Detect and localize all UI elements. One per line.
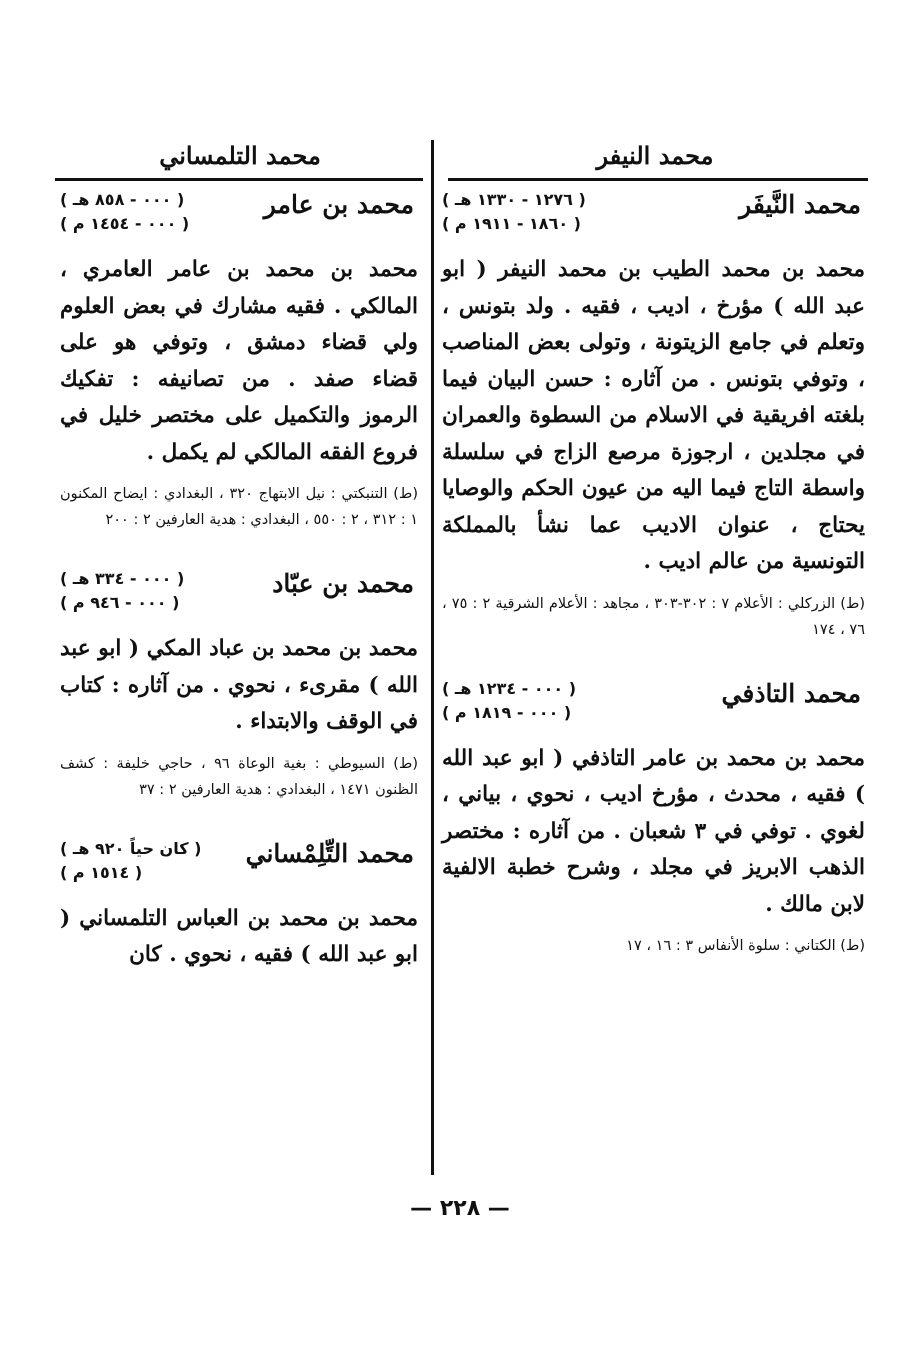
- entry-name: محمد بن عامر: [263, 190, 414, 219]
- header-rule-right: [448, 178, 868, 181]
- entry-dates: [60, 188, 189, 236]
- dates-hijri: ( ١٢٧٦ - ١٣٣٠ هـ ): [442, 190, 586, 209]
- entry-body: محمد بن محمد الطيب بن محمد النيفر ( ابو عبد الله ) مؤرخ ، اديب ، فقيه . ولد بتونس ، وتعلم في جامع الزيتونة ، وتولى بعض المناصب ، وتوفي بتونس . من آثاره : حسن البيان فيما بلغته افريقية في الاسلام من السطوة والعمران في مجلدين ، ارجوزة مرصع الزاج في سلسلة واسطة التاج فيما اليه من عيون الحكم والوصايا يحتاج ، عنوان الاديب عما نشأ بالمملكة التونسية من عالم اديب .: [442, 257, 865, 574]
- column-divider: [431, 140, 434, 1175]
- entry-muhammad-ibn-amir: [60, 184, 418, 533]
- entry-dates: [60, 567, 184, 615]
- dates-gregorian: ( ١٥١٤ م ): [60, 862, 143, 882]
- dates-hijri: ( ٠٠٠ - ٨٥٨ هـ ): [60, 190, 185, 209]
- dates-gregorian: ( ٠٠٠ - ١٤٥٤ م ): [60, 214, 190, 233]
- page-number: — ٢٢٨ —: [410, 1196, 510, 1221]
- dates-hijri: ( ٠٠٠ - ١٢٣٤ هـ ): [442, 678, 577, 698]
- entry-muhammad-ibn-abbad: [60, 563, 418, 803]
- entry-muhammad-al-nayfar: [442, 184, 865, 643]
- dates-hijri: ( كان حياً ٩٢٠ هـ ): [60, 838, 202, 858]
- entry-name: محمد التِّلِمْساني: [245, 838, 414, 868]
- entry-name: محمد التاذفي: [721, 678, 861, 708]
- entry-body: محمد بن محمد بن عامر التاذفي ( ابو عبد الله ) فقيه ، محدث ، مؤرخ اديب ، نحوي ، بياني ، لغوي . توفي في ٣ شعبان . من آثاره : مختصر الذهب الابريز في مجلد ، وشرح خطبة الالفية لابن مالك .: [442, 745, 865, 917]
- entry-name: محمد النَّيفَر: [739, 190, 861, 219]
- entry-muhammad-al-tilimsani: [60, 833, 418, 974]
- dates-gregorian: ( ١٨٦٠ - ١٩١١ م ): [442, 214, 581, 233]
- entry-header: [60, 833, 418, 901]
- entry-references: (ط) الكتاني : سلوة الأنفاس ٣ : ١٦ ، ١٧: [626, 938, 865, 954]
- entry-name: محمد بن عبّاد: [272, 569, 414, 598]
- dates-gregorian: ( ٠٠٠ - ٩٤٦ م ): [60, 593, 180, 612]
- dates-hijri: ( ٠٠٠ - ٣٣٤ هـ ): [60, 569, 185, 588]
- entry-header: [60, 563, 418, 631]
- entry-dates: [60, 837, 201, 885]
- entry-muhammad-al-tadhifi: [442, 673, 865, 960]
- entry-dates: [442, 677, 576, 725]
- entry-references: (ط) التنبكتي : نيل الابتهاج ٣٢٠ ، البغدادي : ايضاح المكنون ١ : ٣١٢ ، ٢ : ٥٥٠ ، البغدادي : هدية العارفين ٢ : ٢٠٠: [60, 486, 418, 528]
- entry-body: محمد بن محمد بن العباس التلمساني ( ابو عبد الله ) فقيه ، نحوي . كان: [60, 905, 418, 967]
- entry-references: (ط) الزركلي : الأعلام ٧ : ٣٠٢-٣٠٣ ، مجاهد : الأعلام الشرقية ٢ : ٧٥ ، ٧٦ ، ١٧٤: [442, 595, 865, 638]
- dates-gregorian: ( ٠٠٠ - ١٨١٩ م ): [442, 702, 572, 722]
- entry-header: [60, 184, 418, 252]
- entry-header: [442, 673, 865, 741]
- entry-body: محمد بن محمد بن عامر العامري ، المالكي . فقيه مشارك في بعض العلوم ولي قضاء دمشق ، وتوفي هو على قضاء صفد . من تصانيفه : تفكيك الرموز والتكميل على مختصر خليل في فروع الفقه المالكي لم يكمل .: [60, 257, 418, 465]
- entry-header: [442, 184, 865, 252]
- entry-body: محمد بن محمد بن عباد المكي ( ابو عبد الله ) مقرىء ، نحوي . من آثاره : كتاب في الوقف والابتداء .: [60, 636, 418, 734]
- entry-dates: [442, 188, 586, 236]
- right-column: [442, 184, 865, 959]
- left-column: [60, 184, 418, 974]
- entry-references: (ط) السيوطي : بغية الوعاة ٩٦ ، حاجي خليفة : كشف الظنون ١٤٧١ ، البغدادي : هدية العارفين ٢ : ٣٧: [60, 755, 418, 798]
- running-head-right: محمد النيفر: [596, 141, 714, 170]
- running-head-left: محمد التلمساني: [159, 141, 321, 170]
- header-rule-left: [55, 178, 423, 181]
